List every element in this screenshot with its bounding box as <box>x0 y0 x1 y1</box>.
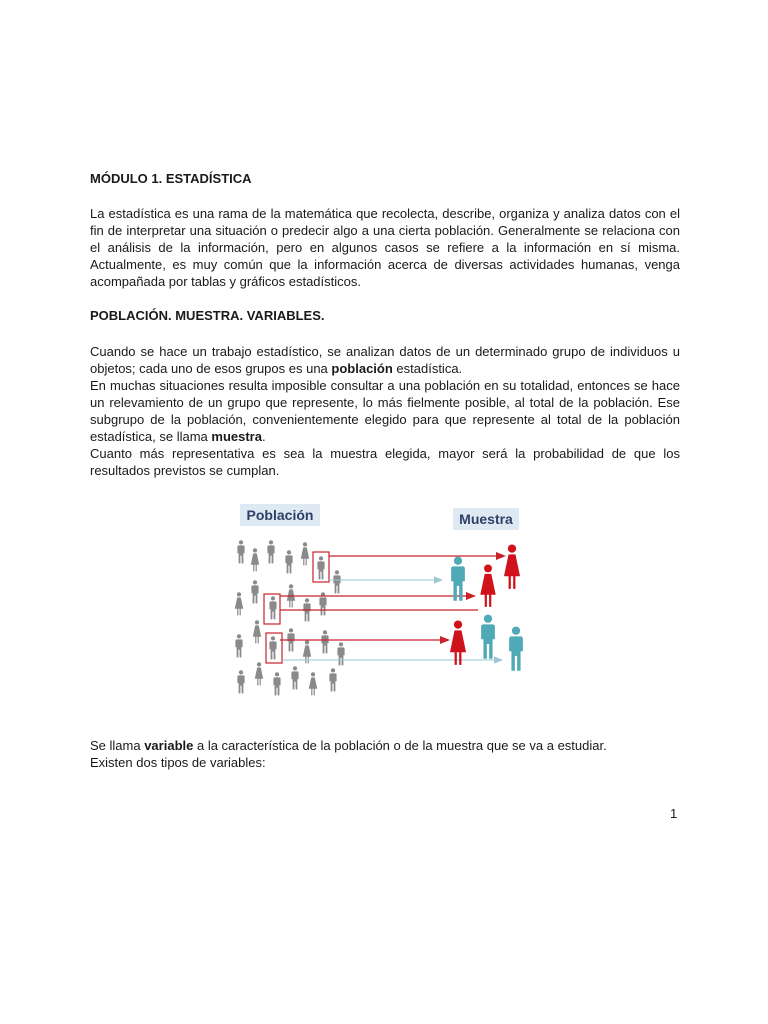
selection-arrows <box>280 552 506 664</box>
population-section-body <box>90 343 680 479</box>
sample-person-6 <box>509 627 523 671</box>
section-heading: POBLACIÓN. MUESTRA. VARIABLES. <box>90 308 325 323</box>
sample-person-1 <box>451 557 465 601</box>
poblacion-label: Población <box>246 507 314 523</box>
variable-types-intro: Existen dos tipos de variables: <box>90 755 266 770</box>
term-variable: variable <box>144 738 194 753</box>
sample-person-5 <box>481 615 495 659</box>
population-sample-figure <box>228 500 546 700</box>
representativeness-paragraph: Cuanto más representativa es sea la muestra elegida, mayor será la probabilidad de que los resultados previstos se cumplan. <box>90 446 680 478</box>
sample-figures <box>450 544 523 670</box>
sample-person-2 <box>480 564 495 606</box>
variable-definition: Se llama variable a la característica de la población o de la muestra que se va a estudiar. <box>90 738 607 753</box>
sample-paragraph: En muchas situaciones resulta imposible consultar a una población en su totalidad, entonces se hace un relevamiento de un grupo que represente, lo más fielmente posible, al total de la población. Ese subgrupo de la población, convenientemente elegido para que represente al total de la población estadística, se llama muestra. <box>90 378 680 444</box>
muestra-label: Muestra <box>459 511 513 527</box>
term-muestra: muestra <box>211 429 262 444</box>
sample-person-3 <box>504 544 520 588</box>
term-poblacion: población <box>331 361 393 376</box>
population-paragraph: Cuando se hace un trabajo estadístico, se analizan datos de un determinado grupo de individuos u objetos; cada uno de esos grupos es una población estadística. <box>90 344 680 376</box>
sample-person-4 <box>450 620 466 664</box>
intro-paragraph: La estadística es una rama de la matemática que recolecta, describe, organiza y analiza datos con el fin de interpretar una situación o predecir algo a una cierta población. Generalmente se relaciona con el análisis de la información, pero en algunos casos se refiere a la información en sí misma. Actualmente, es muy común que la información acerca de diversas actividades humanas, venga acompañada por tablas y gráficos estadísticos. <box>90 206 680 289</box>
page-number: 1 <box>670 806 678 821</box>
population-crowd <box>235 540 345 695</box>
module-title: MÓDULO 1. ESTADÍSTICA <box>90 171 252 186</box>
variables-section <box>90 737 680 771</box>
